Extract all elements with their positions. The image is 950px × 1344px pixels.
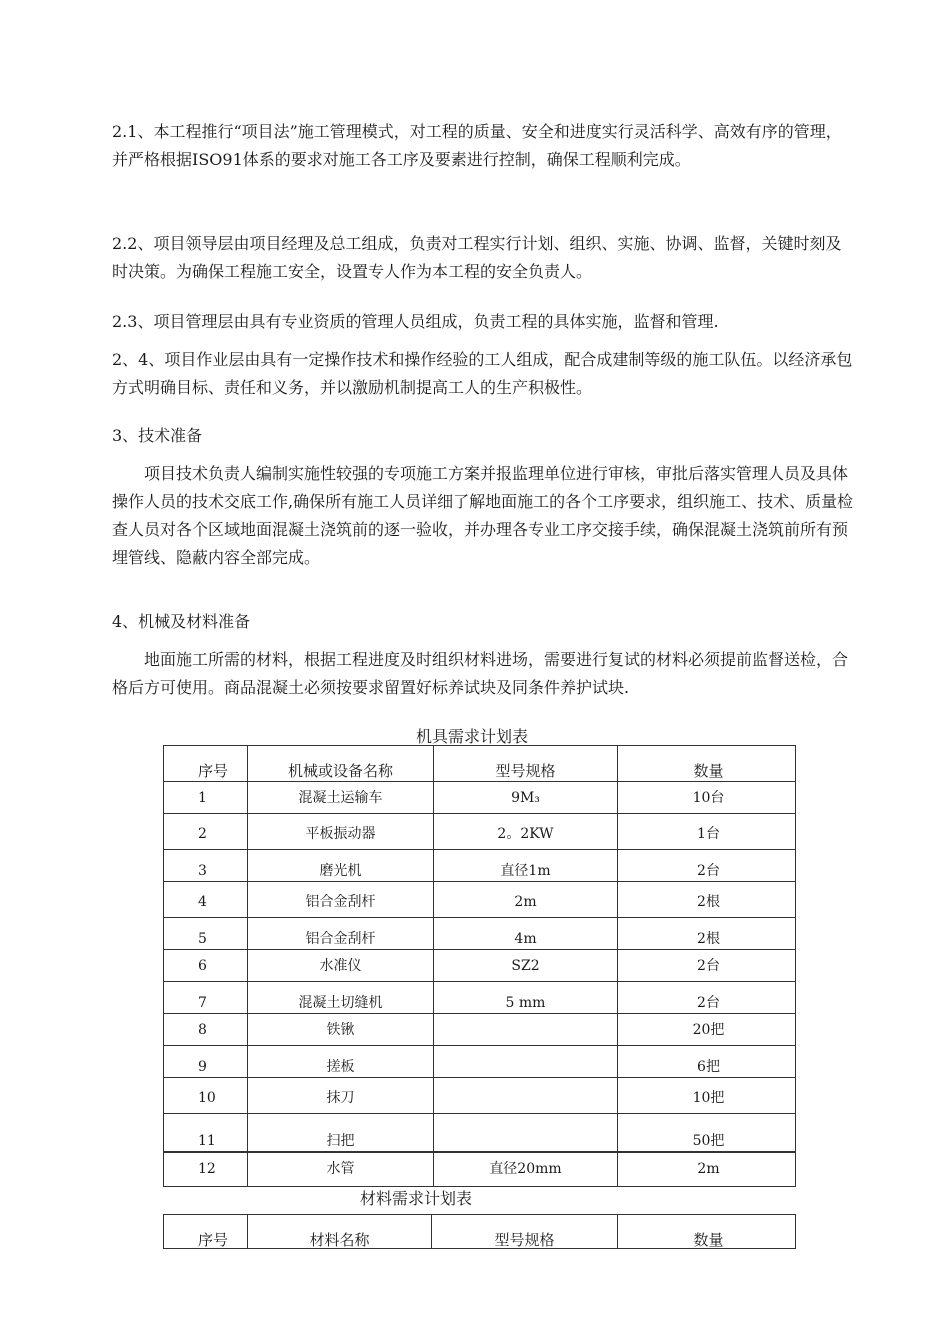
cell-spec: 9M₃: [511, 790, 540, 806]
table-row: [164, 882, 796, 918]
cell-quantity: 6把: [697, 1059, 720, 1075]
cell-spec: 2。2KW: [497, 826, 554, 842]
cell-index: 2: [198, 826, 207, 842]
cell-index: 6: [198, 958, 207, 974]
cell-quantity: 2台: [697, 863, 720, 879]
table-row: [164, 918, 796, 950]
cell-index: 10: [198, 1090, 216, 1106]
table-row: [164, 1014, 796, 1046]
cell-quantity: 20把: [692, 1022, 725, 1038]
equipment-table-title: 机具需求计划表: [416, 727, 529, 746]
cell-index: 3: [198, 863, 207, 879]
heading-technical-prep: 3、技术准备: [112, 426, 203, 445]
cell-quantity: 10台: [692, 790, 725, 806]
header-index: 序号: [198, 1231, 229, 1249]
cell-name: 平板振动器: [305, 826, 376, 842]
cell-name: 抹刀: [326, 1090, 355, 1106]
cell-quantity: 2根: [697, 931, 720, 947]
cell-quantity: 2根: [697, 894, 720, 910]
cell-index: 4: [198, 894, 207, 910]
table-row: [164, 782, 796, 814]
table-header-row: [164, 746, 796, 782]
cell-name: 铁锹: [326, 1022, 355, 1038]
cell-index: 12: [198, 1161, 216, 1177]
paragraph-2-2: 2.2、项目领导层由项目经理及总工组成，负责对工程实行计划、组织、实施、协调、监督，关键时刻及时决策。为确保工程施工安全，设置专人作为本工程的安全负责人。: [112, 234, 842, 281]
cell-name: 铝合金刮杆: [305, 931, 376, 947]
cell-index: 5: [198, 931, 207, 947]
cell-index: 9: [198, 1059, 207, 1075]
cell-name: 铝合金刮杆: [305, 894, 376, 910]
cell-name: 搓板: [326, 1059, 355, 1075]
cell-spec: SZ2: [511, 958, 540, 974]
paragraph-2-1: 2.1、本工程推行“项目法”施工管理模式，对工程的质量、安全和进度实行灵活科学、高效有序的管理，并严格根据ISO91体系的要求对施工各工序及要素进行控制，确保工程顺利完成。: [112, 122, 842, 169]
table-row: [164, 814, 796, 850]
cell-name: 扫把: [326, 1133, 355, 1149]
cell-spec: 2m: [514, 894, 537, 910]
cell-name: 混凝土切缝机: [298, 995, 383, 1011]
table-row: [164, 850, 796, 882]
cell-index: 11: [198, 1133, 216, 1149]
header-spec: 型号规格: [495, 762, 556, 780]
material-table: [163, 1214, 796, 1249]
cell-quantity: 2m: [697, 1161, 720, 1177]
cell-name: 水准仪: [319, 958, 362, 974]
table-row: [164, 1078, 796, 1114]
cell-name: 磨光机: [319, 863, 362, 879]
paragraph-2-3: 2.3、项目管理层由具有专业资质的管理人员组成，负责工程的具体实施，监督和管理.: [112, 312, 719, 331]
header-quantity: 数量: [693, 1231, 724, 1249]
paragraph-technical-prep: 项目技术负责人编制实施性较强的专项施工方案并报监理单位进行审核，审批后落实管理人员及具体操作人员的技术交底工作,确保所有施工人员详细了解地面施工的各个工序要求，组织施工、技术、质量检查人员对各个区域地面混凝土浇筑前的逐一验收，并办理各专业工序交接手续，确保混凝土浇筑前所有预埋管线、隐蔽内容全部完成。: [112, 464, 854, 567]
header-index: 序号: [198, 762, 229, 780]
header-spec: 型号规格: [494, 1231, 555, 1249]
cell-spec: 直径1m: [500, 863, 551, 879]
cell-index: 8: [198, 1022, 207, 1038]
material-table-title: 材料需求计划表: [360, 1189, 473, 1208]
cell-spec: 直径20mm: [489, 1161, 562, 1177]
table-row: [164, 1153, 796, 1187]
header-material-name: 材料名称: [309, 1231, 370, 1249]
table-row: [164, 1114, 796, 1152]
header-quantity: 数量: [693, 762, 724, 780]
header-name: 机械或设备名称: [287, 762, 393, 780]
heading-machine-material-prep: 4、机械及材料准备: [112, 612, 251, 631]
cell-index: 1: [198, 790, 207, 806]
cell-quantity: 1台: [697, 826, 720, 842]
cell-index: 7: [198, 995, 207, 1011]
equipment-table: [163, 745, 796, 1152]
table-row: [164, 1046, 796, 1078]
table-row: [164, 982, 796, 1014]
paragraph-machine-material-prep: 地面施工所需的材料，根据工程进度及时组织材料进场，需要进行复试的材料必须提前监督送检，合格后方可使用。商品混凝土必须按要求留置好标养试块及同条件养护试块.: [112, 650, 849, 697]
cell-name: 水管: [326, 1161, 355, 1177]
cell-name: 混凝土运输车: [298, 790, 383, 806]
cell-quantity: 2台: [697, 995, 720, 1011]
paragraph-2-4: 2、4、项目作业层由具有一定操作技术和操作经验的工人组成，配合成建制等级的施工队伍。以经济承包方式明确目标、责任和义务，并以激励机制提高工人的生产积极性。: [112, 350, 853, 397]
cell-quantity: 2台: [697, 958, 720, 974]
equipment-table-continued: [163, 1152, 796, 1187]
cell-quantity: 10把: [692, 1090, 725, 1106]
cell-spec: 4m: [514, 931, 537, 947]
table-header-row: [164, 1215, 796, 1249]
cell-quantity: 50把: [692, 1133, 725, 1149]
table-row: [164, 950, 796, 982]
cell-spec: 5 mm: [505, 995, 546, 1011]
